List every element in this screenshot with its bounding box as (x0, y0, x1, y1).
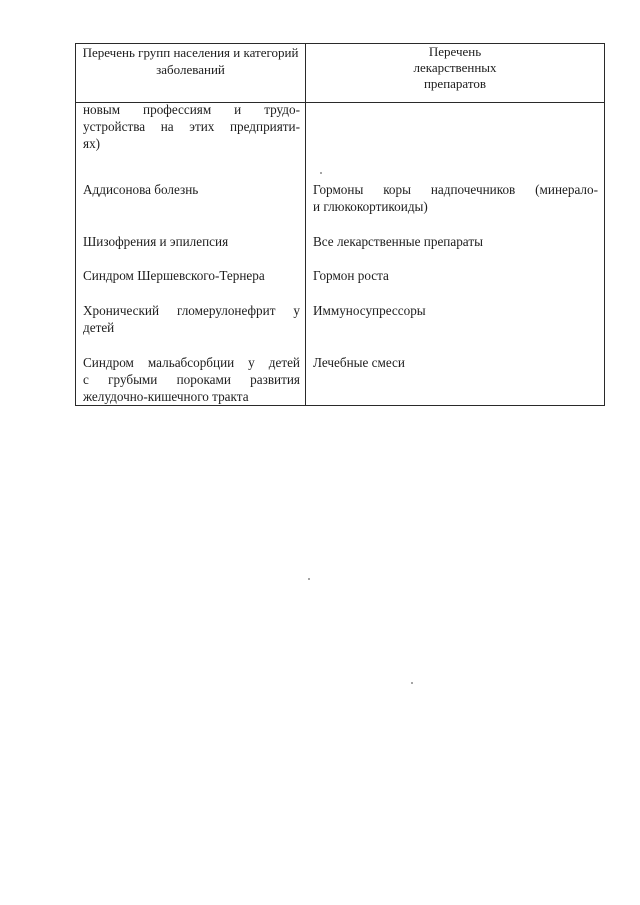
disease-line: Синдром Шершевского-Тернера (83, 268, 265, 283)
disease-line: новым профессиям и трудо- (83, 102, 300, 117)
disease-entry (83, 267, 300, 284)
disease-line: с грубыми пороками развития (83, 372, 300, 387)
disease-line: детей (83, 320, 115, 335)
drug-line: Гормон роста (313, 268, 389, 283)
drug-entry (313, 181, 598, 215)
scan-speck (320, 172, 322, 174)
scan-speck (308, 578, 310, 580)
disease-line: Шизофрения и эпилепсия (83, 234, 229, 249)
disease-entry (83, 354, 300, 405)
disease-entry (83, 302, 300, 336)
drug-line: Гормоны коры надпочечников (минерало- (313, 182, 598, 197)
disease-entry (83, 233, 300, 250)
header-drug-list (306, 44, 605, 103)
drug-line: Лечебные смеси (313, 355, 405, 370)
drug-list-table (75, 43, 605, 406)
drug-entry (313, 354, 598, 371)
drug-entry (313, 267, 598, 284)
disease-entry (83, 181, 300, 198)
disease-line: устройства на этих предприяти- (83, 119, 300, 134)
header-line: препаратов (423, 76, 487, 91)
disease-entry (83, 101, 300, 152)
disease-line: Аддисонова болезнь (83, 182, 199, 197)
drug-entry (313, 233, 598, 250)
header-groups-and-diseases: Перечень групп населения и категорий заболеваний (76, 44, 306, 103)
diseases-column (76, 103, 306, 406)
drug-line: Все лекарственные препараты (313, 234, 483, 249)
drug-entry (313, 302, 598, 319)
scan-speck (411, 682, 413, 684)
drug-line: Иммуносупрессоры (313, 303, 426, 318)
disease-line: Синдром мальабсорбции у детей (83, 355, 300, 370)
disease-line: желудочно-кишечного тракта (83, 389, 249, 404)
drugs-column (306, 103, 605, 406)
disease-line: Хронический гломерулонефрит у (83, 303, 300, 318)
drug-line: и глюкокортикоиды) (313, 199, 428, 214)
table-header-row (76, 44, 605, 103)
header-line: Перечень (428, 44, 482, 59)
header-line: лекарственных (413, 60, 497, 75)
table-body-row (76, 103, 605, 406)
disease-line: ях) (83, 136, 101, 151)
